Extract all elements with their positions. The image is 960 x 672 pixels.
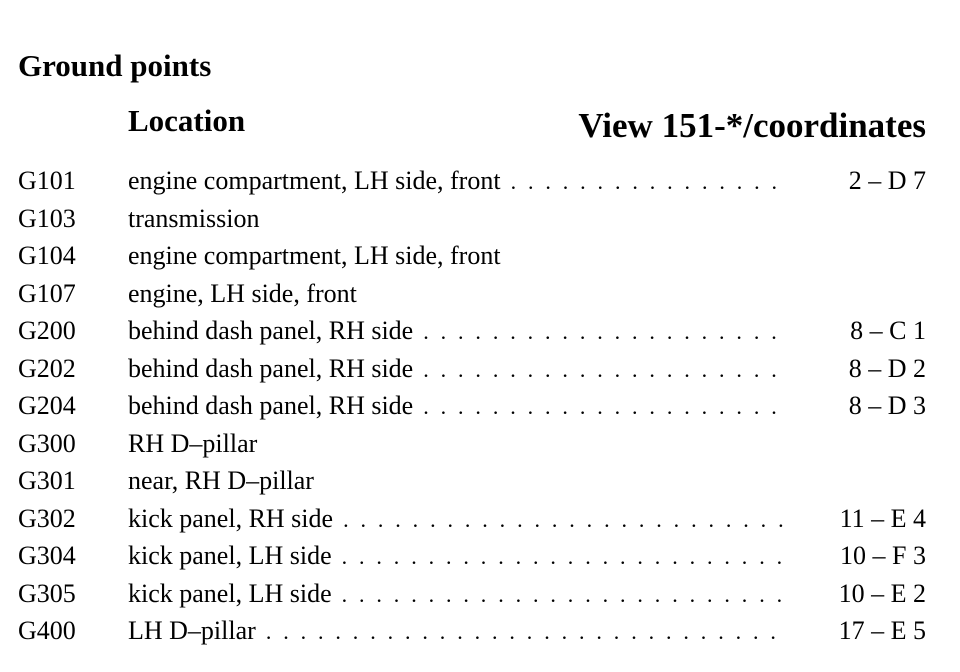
ground-point-location: engine, LH side, front — [128, 278, 357, 308]
ground-point-code: G305 — [18, 578, 76, 608]
ground-point-location: kick panel, LH side — [128, 578, 332, 608]
ground-point-location: behind dash panel, RH side — [128, 353, 414, 383]
ground-point-code: G400 — [18, 616, 76, 645]
ground-point-location: engine compartment, LH side, front — [128, 241, 501, 270]
section-title: Ground points — [18, 48, 212, 83]
dot-leader — [423, 313, 784, 351]
ground-point-coordinates: 8 – D 2 — [848, 353, 926, 383]
list-item — [0, 425, 960, 463]
ground-point-location: kick panel, RH side — [128, 503, 334, 533]
ground-point-coordinates: 8 – C 1 — [850, 316, 926, 345]
list-item — [0, 387, 960, 425]
dot-leader — [342, 576, 784, 614]
list-item — [0, 237, 960, 275]
ground-point-coordinates: 17 – E 5 — [838, 616, 926, 645]
list-item — [0, 275, 960, 313]
ground-point-code: G200 — [18, 316, 76, 345]
ground-point-location: transmission — [128, 203, 260, 233]
dot-leader — [423, 351, 784, 389]
dot-leader — [343, 501, 784, 539]
ground-point-code: G302 — [18, 503, 76, 533]
dot-leader — [266, 613, 784, 651]
ground-point-location: engine compartment, LH side, front — [128, 166, 501, 195]
ground-point-code: G107 — [18, 278, 76, 308]
list-item — [0, 200, 960, 238]
list-item — [0, 462, 960, 500]
dot-leader — [342, 538, 784, 576]
ground-point-location: behind dash panel, RH side — [128, 316, 414, 345]
ground-point-coordinates: 2 – D 7 — [848, 166, 926, 195]
ground-point-coordinates: 8 – D 3 — [848, 391, 926, 420]
column-header-view-coordinates: View 151-*/coordinates — [578, 106, 926, 145]
list-item — [0, 312, 960, 350]
column-header-location: Location — [128, 103, 246, 138]
ground-point-coordinates: 10 – E 2 — [838, 578, 926, 608]
ground-point-code: G101 — [18, 166, 76, 195]
ground-point-code: G104 — [18, 241, 76, 270]
ground-point-location: behind dash panel, RH side — [128, 391, 414, 420]
ground-point-location: near, RH D–pillar — [128, 466, 314, 495]
ground-point-code: G202 — [18, 353, 76, 383]
list-item — [0, 500, 960, 538]
dot-leader — [423, 388, 784, 426]
ground-point-code: G304 — [18, 541, 76, 570]
ground-point-coordinates: 10 – F 3 — [840, 541, 926, 570]
ground-points-list — [0, 162, 960, 650]
list-item — [0, 162, 960, 200]
ground-point-location: kick panel, LH side — [128, 541, 332, 570]
ground-point-code: G300 — [18, 428, 76, 458]
dot-leader — [511, 163, 784, 201]
ground-point-code: G204 — [18, 391, 76, 420]
ground-point-location: LH D–pillar — [128, 616, 256, 645]
list-item — [0, 350, 960, 388]
ground-point-coordinates: 11 – E 4 — [839, 503, 926, 533]
list-item — [0, 575, 960, 613]
list-item — [0, 612, 960, 650]
ground-point-code: G103 — [18, 203, 76, 233]
list-item — [0, 537, 960, 575]
ground-point-code: G301 — [18, 466, 76, 495]
ground-point-location: RH D–pillar — [128, 428, 258, 458]
